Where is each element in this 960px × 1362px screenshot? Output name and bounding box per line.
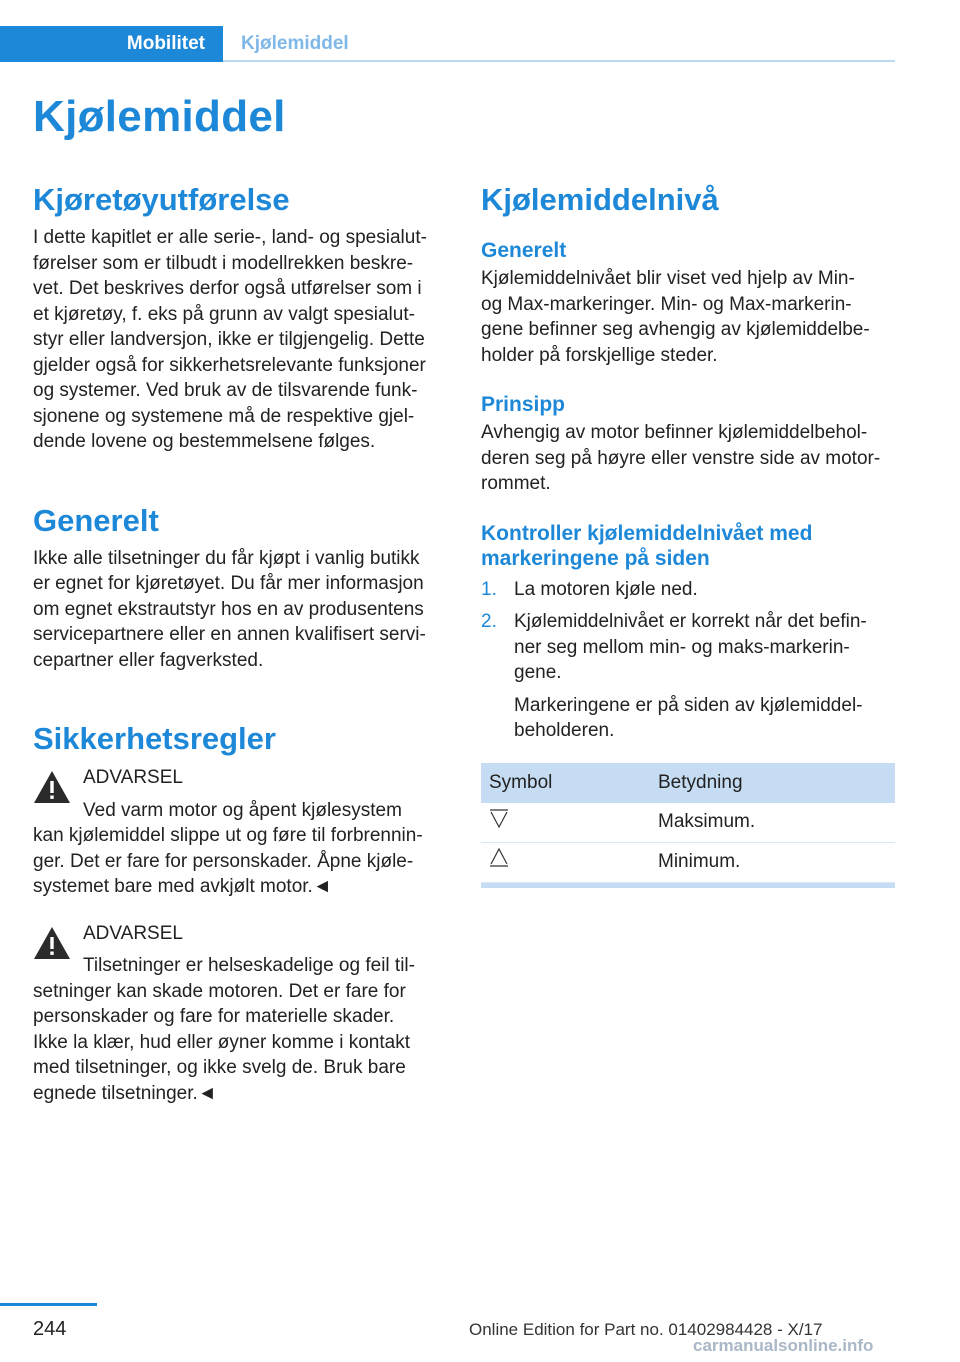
table-header-row <box>481 763 895 803</box>
subsection-body-generelt <box>481 266 895 368</box>
text-line: vet. Det beskrives derfor også utførelser som i <box>33 278 422 299</box>
section-title-generelt: Generelt <box>33 502 159 538</box>
text-line: om egnet ekstrautstyr hos en av produsentens <box>33 598 424 620</box>
list-item <box>481 609 895 744</box>
edition-text: Online Edition for Part no. 01402984428 - X/17 <box>469 1320 823 1339</box>
text-line: er egnet for kjøretøyet. Du får mer informasjon <box>33 573 424 594</box>
step-note-line: Markeringene er på siden av kjølemiddel- <box>514 694 863 716</box>
subsection-title-kontroller <box>481 521 895 571</box>
step-number: 1. <box>481 578 497 600</box>
subsection-title-line: markeringene på siden <box>481 546 710 570</box>
page-title: Kjølemiddel <box>33 92 286 141</box>
header-divider <box>223 60 895 62</box>
table-cell-meaning: Maksimum. <box>650 803 895 843</box>
symbol-table <box>481 763 895 883</box>
section-title-kjoretoyutforelse: Kjøretøyutførelse <box>33 182 290 217</box>
text-line: Avhengig av motor befinner kjølemiddelbehol- <box>481 422 868 443</box>
text-line: holder på forskjellige steder. <box>481 344 718 366</box>
step-note <box>514 693 895 744</box>
tab-mobilitet[interactable]: Mobilitet <box>0 26 223 62</box>
table-cell-symbol <box>481 842 650 882</box>
page-number: 244 <box>33 1318 67 1340</box>
text-line: et kjøretøy, f. eks på grunn av valgt spesialut- <box>33 303 415 325</box>
table-bottom-rule <box>481 883 895 888</box>
table-row <box>481 803 895 843</box>
warning-text-line: setninger kan skade motoren. Det er fare for <box>33 980 406 1002</box>
text-line: Ikke alle tilsetninger du får kjøpt i vanlig butikk <box>33 547 420 569</box>
warning-text-line: egnede tilsetninger.◄ <box>33 1082 217 1104</box>
max-mark-icon <box>489 807 509 829</box>
step-text: ner seg mellom min- og maks-markerin- <box>514 636 850 658</box>
step-text: Kjølemiddelnivået er korrekt når det befin- <box>514 611 867 632</box>
text-line: cepartner eller fagverksted. <box>33 649 264 671</box>
warning-label: ADVARSEL <box>83 767 183 788</box>
step-note-line: beholderen. <box>514 720 615 741</box>
warning-text-first: Ved varm motor og åpent kjølesystem <box>83 799 402 821</box>
step-text: gene. <box>514 662 562 683</box>
text-line: gjelder også for sikkerhetsrelevante funksjoner <box>33 354 426 376</box>
footer-divider <box>0 1303 97 1306</box>
table-cell-symbol <box>481 803 650 843</box>
table-cell-meaning: Minimum. <box>650 842 895 882</box>
subsection-title-prinsipp: Prinsipp <box>481 393 566 416</box>
section-body-generelt <box>33 546 447 674</box>
text-line: styr eller landversjon, ikke er tilgjengelig. Dette <box>33 329 425 350</box>
subsection-body-prinsipp <box>481 420 895 497</box>
text-line: I dette kapitlet er alle serie-, land- og spesialut- <box>33 227 427 248</box>
table-row <box>481 842 895 882</box>
section-title-sikkerhetsregler: Sikkerhetsregler <box>33 721 276 756</box>
subsection-title-generelt: Generelt <box>481 239 567 262</box>
warning-text-line: kan kjølemiddel slippe ut og føre til forbrennin- <box>33 825 423 846</box>
warning-label: ADVARSEL <box>83 922 183 944</box>
section-title-kjolemiddelniva: Kjølemiddelnivå <box>481 182 719 217</box>
text-line: deren seg på høyre eller venstre side av motor- <box>481 447 881 469</box>
tab-kjolemiddel[interactable]: Kjølemiddel <box>241 33 349 54</box>
text-line: og Max-markeringer. Min- og Max-markerin- <box>481 293 852 315</box>
warning-triangle-icon <box>33 925 71 961</box>
text-line: og systemer. Ved bruk av de tilsvarende funk- <box>33 380 418 401</box>
warning-text-line: ger. Det er fare for personskader. Åpne kjøle- <box>33 850 414 872</box>
warning-text-line: systemet bare med avkjølt motor.◄ <box>33 876 332 897</box>
text-line: sjonene og systemene må de respektive gjel- <box>33 405 415 427</box>
section-body-kjoretoyutforelse <box>33 225 447 455</box>
text-line: dende lovene og bestemmelsene følges. <box>33 431 376 452</box>
warning-text-first: Tilsetninger er helseskadelige og feil til- <box>83 955 415 976</box>
left-column <box>33 180 447 1106</box>
page-header <box>0 0 960 62</box>
subsection-title-line: Kontroller kjølemiddelnivået med <box>481 521 813 545</box>
steps-list <box>481 577 895 744</box>
table-header-symbol: Symbol <box>481 763 650 803</box>
text-line: servicepartnere eller en annen kvalifisert servi- <box>33 624 426 645</box>
min-mark-icon <box>489 847 509 869</box>
text-line: rommet. <box>481 473 551 494</box>
warning-block <box>33 921 447 1107</box>
step-number: 2. <box>481 611 497 632</box>
warning-block <box>33 765 447 900</box>
table-header-betydning: Betydning <box>650 763 895 803</box>
right-column <box>481 180 895 888</box>
step-text: La motoren kjøle ned. <box>514 578 698 600</box>
list-item <box>481 577 895 603</box>
watermark-text: carmanualsonline.info <box>693 1336 874 1355</box>
warning-text-line: Ikke la klær, hud eller øyner komme i kontakt <box>33 1031 410 1053</box>
text-line: Kjølemiddelnivået blir viset ved hjelp av Min- <box>481 268 855 289</box>
text-line: gene befinner seg avhengig av kjølemiddelbe- <box>481 319 870 340</box>
warning-triangle-icon <box>33 769 71 805</box>
warning-text-line: personskader og fare for materielle skader. <box>33 1006 395 1027</box>
text-line: førelser som er tilbudt i modellrekken beskre- <box>33 252 414 274</box>
warning-text-line: med tilsetninger, og ikke svelg de. Bruk bare <box>33 1057 406 1078</box>
